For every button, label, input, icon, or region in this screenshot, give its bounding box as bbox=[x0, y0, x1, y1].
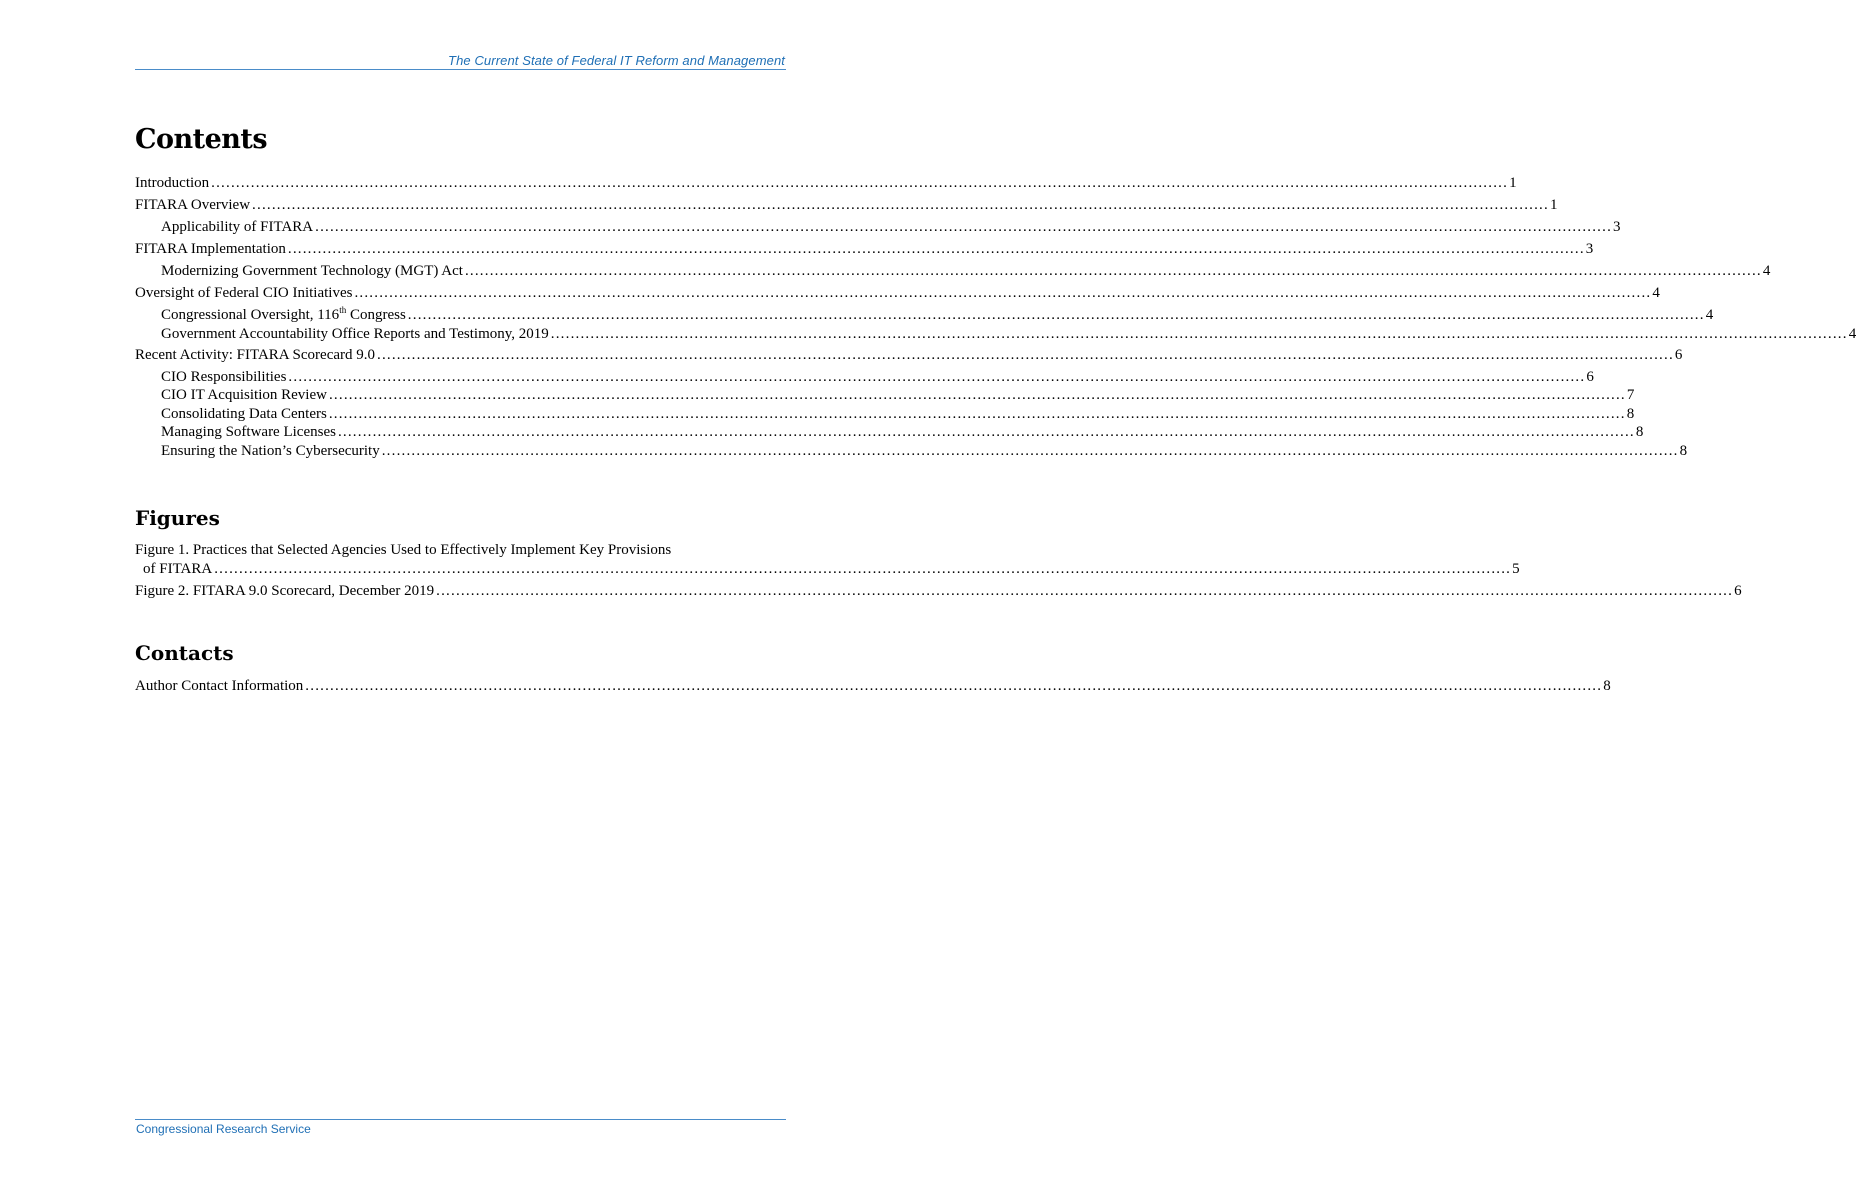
contents-heading: Contents bbox=[135, 124, 268, 155]
dot-leader bbox=[288, 240, 1585, 258]
figure-entry-title-line2: of FITARA bbox=[143, 561, 213, 577]
contacts-heading: Contacts bbox=[135, 641, 234, 665]
dot-leader bbox=[305, 677, 1602, 695]
toc-entry-title: Managing Software Licenses bbox=[161, 424, 336, 441]
toc-entry-gao-reports[interactable] bbox=[135, 325, 1856, 346]
toc-entry-title: Government Accountability Office Reports and Testimony, 2019 bbox=[161, 325, 549, 342]
dot-leader bbox=[436, 582, 1733, 600]
toc-entry-page: 4 bbox=[1762, 263, 1771, 279]
toc-entry-title: Oversight of Federal CIO Initiatives bbox=[135, 285, 353, 301]
toc-entry-cio-responsibilities[interactable] bbox=[135, 368, 1594, 387]
toc-entry-title-post: Congress bbox=[346, 307, 406, 323]
toc-entry-title: Modernizing Government Technology (MGT) Act bbox=[161, 263, 463, 279]
toc-entry-cybersecurity[interactable] bbox=[135, 442, 1688, 461]
dot-leader bbox=[465, 262, 1762, 280]
toc-entry-title: CIO Responsibilities bbox=[161, 368, 287, 385]
dot-leader: ...................................................................................................................................................................................................................................................................... bbox=[214, 561, 1512, 577]
toc-entry-page: 4 bbox=[1705, 307, 1714, 323]
toc-entry-page: 6 bbox=[1674, 346, 1683, 363]
figure-entry-2[interactable] bbox=[135, 582, 1742, 604]
toc-entry-fitara-implementation[interactable] bbox=[135, 240, 1594, 262]
toc-entry-title: Introduction bbox=[135, 175, 210, 191]
contact-entry-author[interactable] bbox=[135, 677, 1611, 699]
dot-leader bbox=[252, 196, 1549, 214]
figures-heading: Figures bbox=[135, 506, 220, 530]
footer-rule bbox=[135, 1119, 786, 1120]
ordinal-superscript: th bbox=[339, 305, 347, 315]
toc-entry-title: Consolidating Data Centers bbox=[161, 405, 327, 422]
contact-entry-title: Author Contact Information bbox=[135, 678, 304, 694]
dot-leader bbox=[288, 368, 1585, 386]
toc-entry-oversight[interactable] bbox=[135, 284, 1660, 306]
toc-entry-mgt-act[interactable] bbox=[135, 262, 1771, 284]
dot-leader bbox=[211, 174, 1508, 192]
dot-leader bbox=[551, 325, 1848, 343]
toc-entry-page: 1 bbox=[1509, 175, 1517, 191]
figures-list bbox=[135, 541, 1742, 604]
toc-entry-applicability[interactable] bbox=[135, 218, 1621, 240]
toc-entry-title: Recent Activity: FITARA Scorecard 9.0 bbox=[135, 346, 375, 363]
contacts-list bbox=[135, 677, 1611, 699]
dot-leader bbox=[315, 218, 1612, 236]
toc-entry-title-pre: Congressional Oversight, 116 bbox=[161, 307, 340, 323]
toc-entry-page: 6 bbox=[1586, 368, 1594, 385]
toc-entry-title: Applicability of FITARA bbox=[161, 219, 314, 235]
contents-list bbox=[135, 174, 1856, 461]
toc-entry-cio-acquisition[interactable] bbox=[135, 386, 1635, 405]
figure-entry-page: 5 bbox=[1512, 561, 1520, 577]
header-rule bbox=[135, 69, 786, 70]
dot-leader bbox=[408, 306, 1705, 324]
toc-entry-title: CIO IT Acquisition Review bbox=[161, 387, 327, 404]
figure-entry-page: 6 bbox=[1734, 583, 1742, 599]
toc-entry-page: 3 bbox=[1613, 219, 1621, 235]
toc-entry-title: Ensuring the Nation’s Cybersecurity bbox=[161, 442, 380, 459]
toc-entry-page: 4 bbox=[1652, 285, 1660, 301]
toc-entry-page: 7 bbox=[1626, 387, 1635, 404]
dot-leader bbox=[382, 442, 1679, 460]
toc-entry-data-centers[interactable] bbox=[135, 405, 1635, 424]
contact-entry-page: 8 bbox=[1603, 678, 1611, 694]
toc-entry-introduction[interactable] bbox=[135, 174, 1517, 196]
figure-entry-1[interactable] bbox=[135, 541, 1520, 582]
toc-entry-page: 8 bbox=[1679, 442, 1688, 459]
toc-entry-page: 1 bbox=[1549, 197, 1558, 213]
toc-entry-title: FITARA Implementation bbox=[135, 241, 286, 257]
toc-entry-title: FITARA Overview bbox=[135, 197, 251, 213]
running-footer: Congressional Research Service bbox=[136, 1122, 311, 1136]
dot-leader bbox=[329, 405, 1626, 423]
toc-entry-page: 3 bbox=[1585, 241, 1594, 257]
toc-entry-congressional-oversight[interactable] bbox=[135, 305, 1714, 325]
dot-leader bbox=[329, 386, 1626, 404]
toc-entry-title bbox=[161, 306, 406, 324]
toc-entry-software-licenses[interactable] bbox=[135, 423, 1644, 442]
dot-leader bbox=[377, 346, 1674, 364]
figure-entry-title: Figure 2. FITARA 9.0 Scorecard, December 2019 bbox=[135, 583, 435, 599]
figure-entry-title-line1: Figure 1. Practices that Selected Agencies Used to Effectively Implement Key Provisions bbox=[135, 542, 672, 558]
toc-entry-page: 4 bbox=[1848, 325, 1856, 342]
dot-leader bbox=[354, 284, 1651, 302]
toc-entry-fitara-overview[interactable] bbox=[135, 196, 1558, 218]
toc-entry-recent-activity[interactable] bbox=[135, 346, 1683, 368]
toc-entry-page: 8 bbox=[1635, 424, 1644, 441]
running-header: The Current State of Federal IT Reform and Management bbox=[448, 53, 785, 68]
dot-leader bbox=[338, 423, 1635, 441]
toc-entry-page: 8 bbox=[1626, 405, 1635, 422]
